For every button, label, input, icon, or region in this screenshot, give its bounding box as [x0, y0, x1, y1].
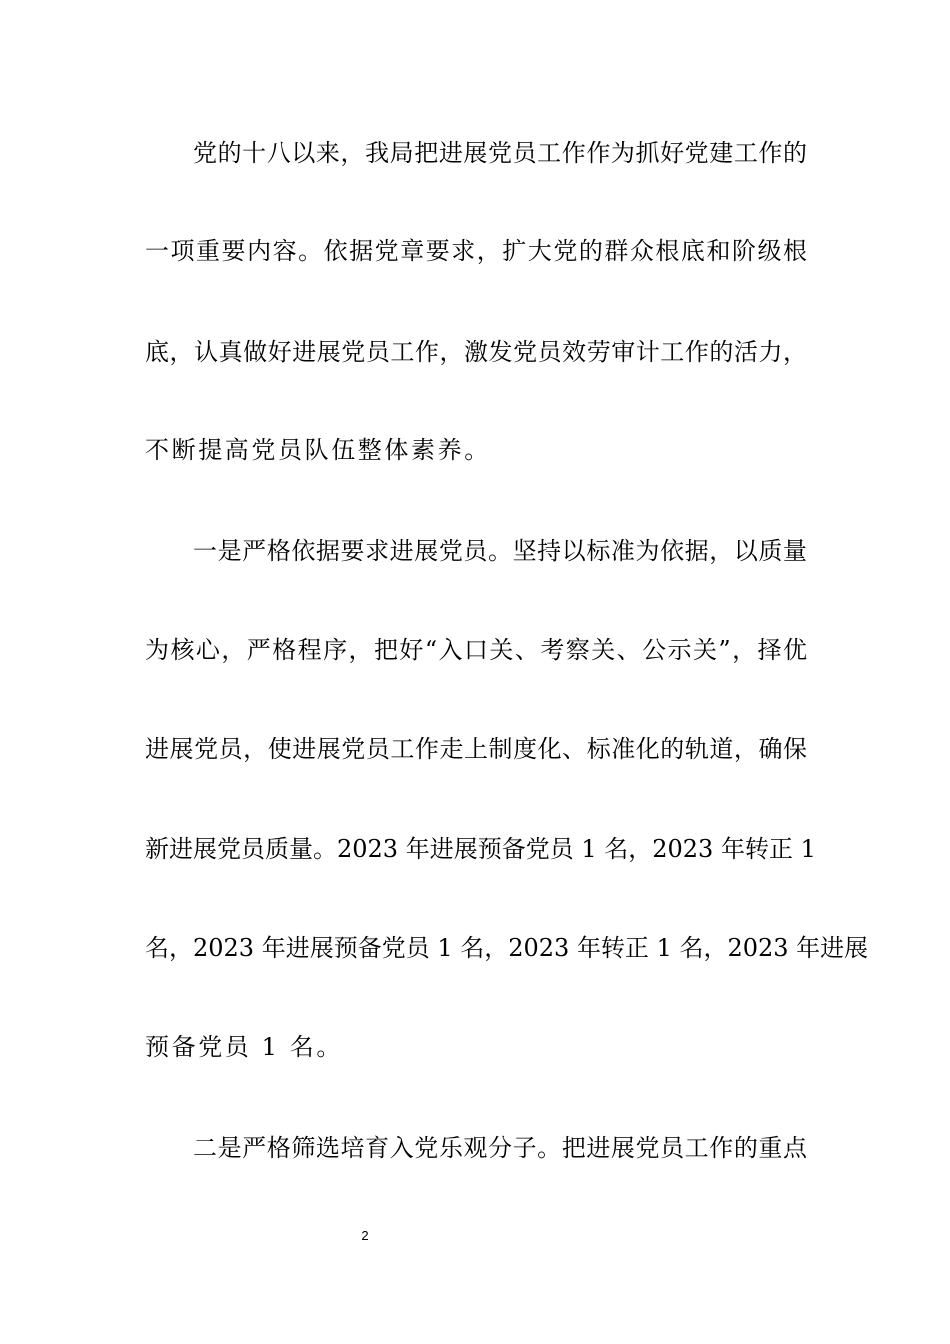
text-line: 二是严格筛选培育入党乐观分子。把进展党员工作的重点	[193, 1134, 807, 1162]
text-line: 新进展党员质量。2023 年进展预备党员 1 名，2023 年转正 1	[145, 835, 816, 863]
page-number: 2	[361, 1228, 369, 1243]
text-line: 一项重要内容。依据党章要求，扩大党的群众根底和阶级根	[145, 237, 807, 265]
text-line: 名，2023 年进展预备党员 1 名，2023 年转正 1 名，2023 年进展	[145, 934, 869, 962]
text-line: 为核心，严格程序，把好“入口关、考察关、公示关”，择优	[145, 636, 807, 664]
text-line: 党的十八以来，我局把进展党员工作作为抓好党建工作的	[193, 139, 807, 167]
text-line: 一是严格依据要求进展党员。坚持以标准为依据，以质量	[193, 537, 807, 565]
text-line: 底，认真做好进展党员工作，激发党员效劳审计工作的活力，	[145, 338, 807, 366]
text-line: 进展党员，使进展党员工作走上制度化、标准化的轨道，确保	[145, 735, 807, 763]
text-line: 不断提高党员队伍整体素养。	[145, 436, 491, 464]
text-line: 预备党员 1 名。	[145, 1033, 343, 1061]
